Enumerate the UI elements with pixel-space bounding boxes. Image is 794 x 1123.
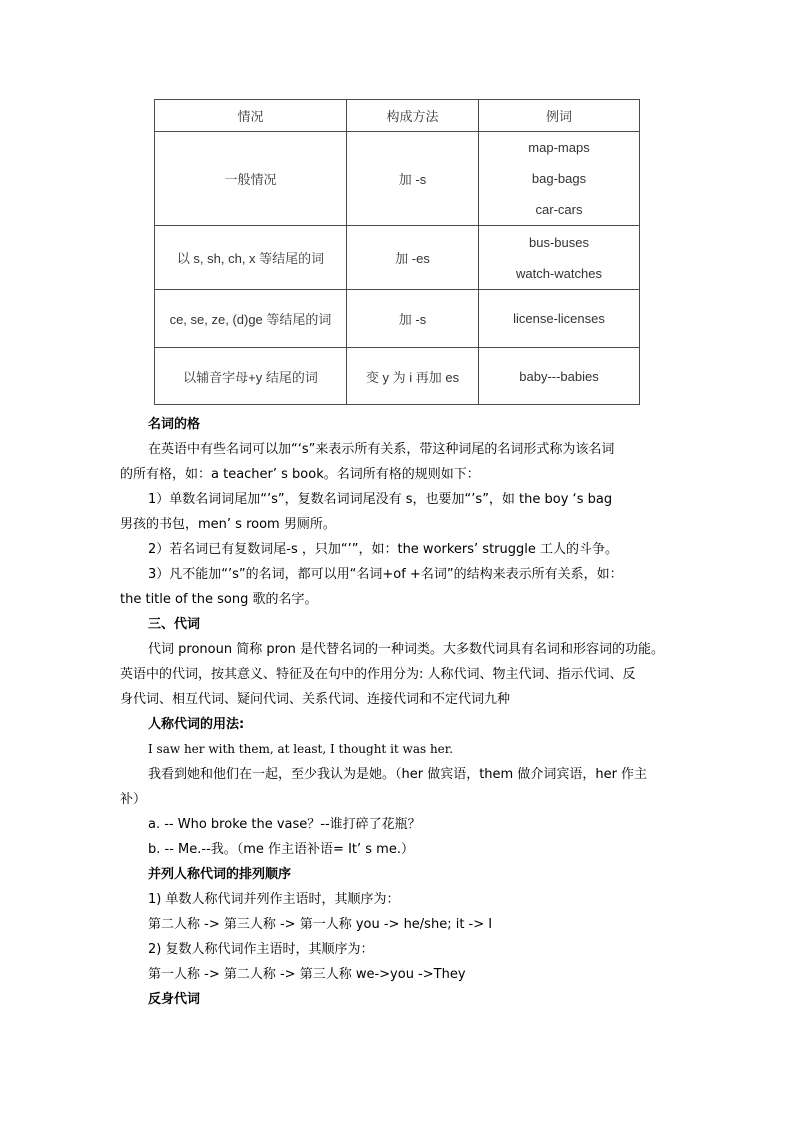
paragraph-line: 在英语中有些名词可以加“‘s”来表示所有关系，带这种词尾的名词形式称为该名词 bbox=[148, 442, 615, 457]
paragraph-line: 的所有格，如：a teacher’ s book。名词所有格的规则如下： bbox=[120, 467, 480, 482]
rule-line: 3）凡不能加“’s”的名词，都可以用“名词+of +名词”的结构来表示所有关系，如： bbox=[148, 567, 623, 582]
example-word: watch-watches bbox=[516, 265, 602, 281]
example-word: bus-buses bbox=[529, 234, 589, 250]
situation-cell: 以辅音字母+y 结尾的词 bbox=[155, 348, 347, 405]
method-cell: 加 -es bbox=[347, 226, 479, 290]
order-sequence: 第一人称 -> 第二人称 -> 第三人称 we->you ->They bbox=[148, 967, 466, 982]
method-cell: 变 y 为 i 再加 es bbox=[347, 348, 479, 405]
table-header-cell: 构成方法 bbox=[347, 100, 479, 132]
table-row bbox=[155, 290, 640, 348]
paragraph-line: 身代词、相互代词、疑问代词、关系代词、连接代词和不定代词九种 bbox=[120, 692, 511, 707]
example-word: license-licenses bbox=[513, 311, 605, 326]
situation-cell: 一般情况 bbox=[155, 132, 347, 226]
table-header-row bbox=[155, 100, 640, 132]
rule-line: 1）单数名词词尾加“’s”，复数名词词尾没有 s，也要加“’s”，如 the boy ‘s bag bbox=[148, 492, 613, 507]
table-row bbox=[155, 348, 640, 405]
example-word: baby---babies bbox=[519, 368, 599, 384]
noun-plural-table bbox=[154, 99, 640, 405]
table-row bbox=[155, 226, 640, 290]
example-sentence: I saw her with them, at least, I thought it was her. bbox=[148, 742, 454, 756]
paragraph-line: 代词 pronoun 简称 pron 是代替名词的一种词类。大多数代词具有名词和形容词的功能。 bbox=[148, 642, 664, 657]
table-row bbox=[155, 132, 640, 226]
examples-cell bbox=[479, 290, 640, 348]
examples-cell bbox=[479, 348, 640, 405]
section-heading-order: 并列人称代词的排列顺序 bbox=[148, 867, 292, 882]
example-word: bag-bags bbox=[531, 171, 587, 186]
example-word: car-cars bbox=[535, 202, 583, 217]
rule-line: 2）若名词已有复数词尾-s ，只加“’”，如：the workers’ struggle 工人的斗争。 bbox=[148, 542, 619, 557]
document-body bbox=[120, 412, 675, 1012]
order-item: 2) 复数人称代词作主语时，其顺序为： bbox=[148, 942, 374, 957]
table-header-cell: 例词 bbox=[479, 100, 640, 132]
method-cell: 加 -s bbox=[347, 132, 479, 226]
example-word: map-maps bbox=[528, 140, 590, 155]
section-heading-reflexive: 反身代词 bbox=[148, 992, 201, 1007]
translation-line: 我看到她和他们在一起，至少我认为是她。（her 做宾语，them 做介词宾语，her 作主 bbox=[148, 767, 648, 782]
order-item: 1) 单数人称代词并列作主语时，其顺序为： bbox=[148, 892, 400, 907]
order-sequence: 第二人称 -> 第三人称 -> 第一人称 you -> he/she; it -> I bbox=[148, 917, 493, 932]
rule-line: 男孩的书包，men’ s room 男厕所。 bbox=[120, 517, 336, 532]
method-cell: 加 -s bbox=[347, 290, 479, 348]
paragraph-line: 英语中的代词，按其意义、特征及在句中的作用分为: 人称代词、物主代词、指示代词、反 bbox=[120, 667, 636, 682]
section-heading-personal: 人称代词的用法: bbox=[148, 717, 245, 732]
translation-line: 补） bbox=[120, 792, 147, 807]
example-sentence: a. -- Who broke the vase？--谁打碎了花瓶？ bbox=[148, 817, 421, 832]
table-header-cell: 情况 bbox=[155, 100, 347, 132]
rule-line: the title of the song 歌的名字。 bbox=[120, 592, 318, 607]
examples-cell bbox=[479, 226, 640, 290]
section-heading-possessive: 名词的格 bbox=[148, 417, 201, 432]
example-sentence: b. -- Me.--我。（me 作主语补语= It’ s me.） bbox=[148, 842, 414, 857]
situation-cell: 以 s, sh, ch, x 等结尾的词 bbox=[155, 226, 347, 290]
examples-cell bbox=[479, 132, 640, 226]
section-heading-pronoun: 三、代词 bbox=[148, 617, 201, 632]
situation-cell: ce, se, ze, (d)ge 等结尾的词 bbox=[155, 290, 347, 348]
